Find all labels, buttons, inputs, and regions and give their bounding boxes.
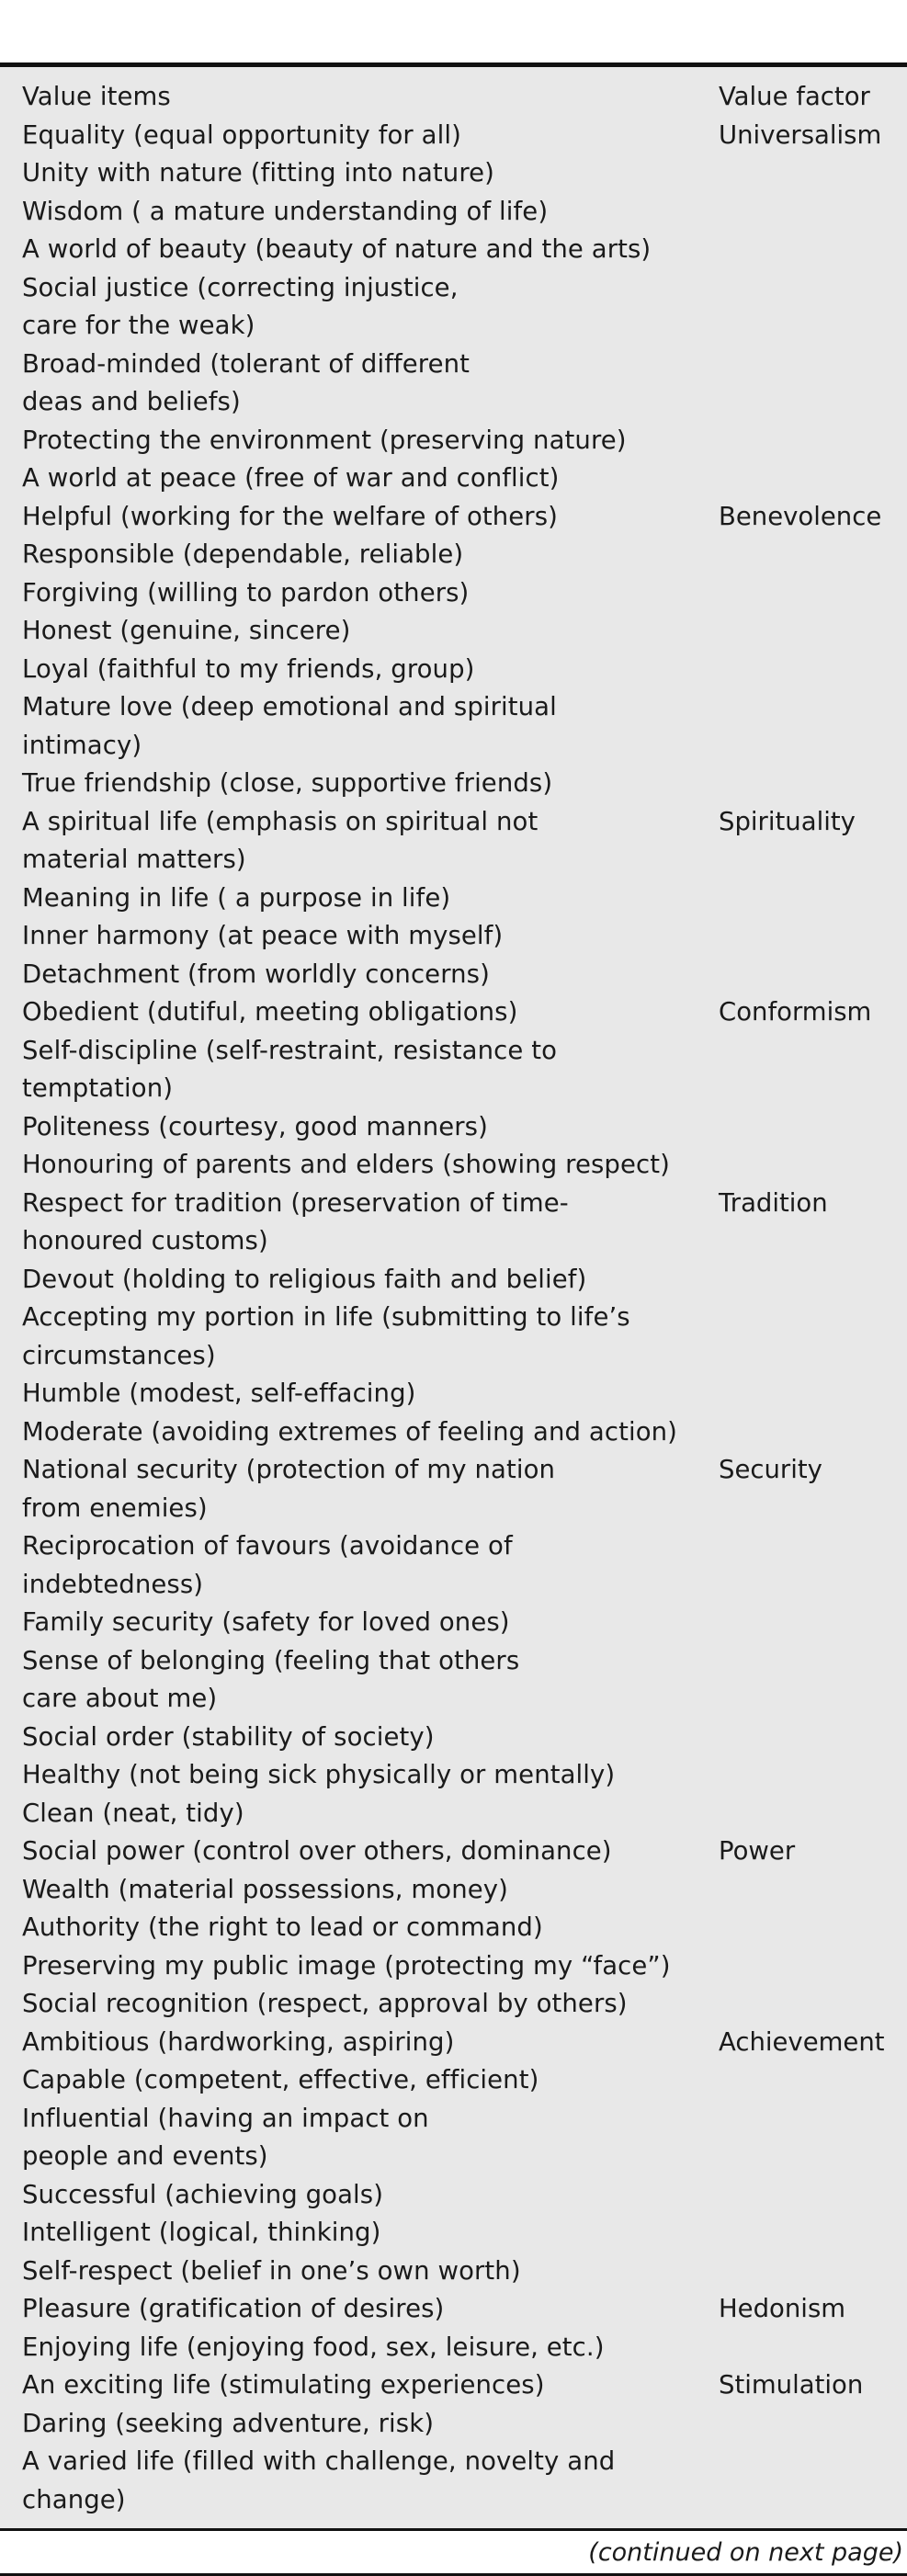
table-row	[0, 765, 907, 803]
table-row	[0, 193, 907, 232]
value-item: Politeness (courtesy, good manners)	[22, 1111, 488, 1141]
value-item: Authority (the right to lead or command)	[22, 1912, 543, 1942]
table-row	[0, 1261, 907, 1299]
value-item: A varied life (filled with challenge, novelty and change)	[22, 2446, 616, 2514]
table-row	[0, 269, 907, 346]
value-item: Social recognition (respect, approval by others)	[22, 1989, 628, 2018]
value-item: Unity with nature (fitting into nature)	[22, 158, 494, 187]
value-item: Daring (seeking adventure, risk)	[22, 2408, 435, 2438]
table-row	[0, 1527, 907, 1604]
values-table	[0, 67, 907, 2528]
table-row	[0, 2024, 907, 2062]
table-row	[0, 1108, 907, 1147]
table-row	[0, 1909, 907, 1947]
value-factor: Hedonism	[719, 2294, 846, 2323]
value-item: Humble (modest, self-effacing)	[22, 1379, 416, 1408]
table-row	[0, 1146, 907, 1185]
value-item: Ambitious (hardworking, aspiring)	[22, 2026, 455, 2057]
value-factor: Benevolence	[719, 501, 882, 531]
table-row	[0, 1833, 907, 1871]
value-item: Reciprocation of favours (avoidance of indebtedness)	[22, 1531, 513, 1599]
value-item: Helpful (working for the welfare of others)	[22, 501, 558, 531]
value-factor: Conformism	[719, 997, 872, 1027]
value-item: Successful (achieving goals)	[22, 2179, 384, 2209]
value-factor: Achievement	[719, 2026, 885, 2057]
value-item: Honest (genuine, sincere)	[22, 616, 351, 645]
table-header-row	[0, 78, 907, 117]
table-row	[0, 1299, 907, 1375]
value-item: Mature love (deep emotional and spiritual intimacy)	[22, 692, 557, 760]
table-row	[0, 803, 907, 879]
value-item: National security (protection of my nation from enemies)	[22, 1455, 556, 1523]
value-item: Forgiving (willing to pardon others)	[22, 577, 470, 607]
value-item: Loyal (faithful to my friends, group)	[22, 653, 475, 684]
table-row	[0, 2290, 907, 2329]
value-factor: Stimulation	[719, 2370, 864, 2400]
table-row	[0, 993, 907, 1032]
table-footer	[0, 2531, 907, 2573]
table-row	[0, 460, 907, 498]
table-row	[0, 2100, 907, 2176]
table-row	[0, 1719, 907, 1757]
table-row	[0, 1947, 907, 1986]
table-row	[0, 2443, 907, 2519]
table-row	[0, 1604, 907, 1642]
header-value-factor: Value factor	[719, 82, 870, 111]
value-item: A world of beauty (beauty of nature and the arts)	[22, 234, 652, 264]
table-row	[0, 1413, 907, 1452]
value-item: Intelligent (logical, thinking)	[22, 2218, 381, 2247]
table-row	[0, 1185, 907, 1261]
table-row	[0, 117, 907, 155]
table-row	[0, 154, 907, 193]
table-row	[0, 612, 907, 651]
table-row	[0, 498, 907, 537]
continued-note: (continued on next page)	[588, 2537, 903, 2567]
value-factor: Power	[719, 1836, 796, 1866]
table-row	[0, 917, 907, 956]
value-item: Clean (neat, tidy)	[22, 1798, 244, 1828]
table-row	[0, 956, 907, 994]
page-top-margin	[0, 0, 907, 62]
value-item: Sense of belonging (feeling that others care about me)	[22, 1645, 520, 1713]
table-row	[0, 346, 907, 422]
value-item: Healthy (not being sick physically or mentally)	[22, 1760, 616, 1789]
header-value-items: Value items	[22, 82, 171, 111]
value-item: Pleasure (gratification of desires)	[22, 2294, 445, 2323]
value-item: Broad-minded (tolerant of different deas and beliefs)	[22, 348, 471, 416]
table-row	[0, 1871, 907, 1910]
table-row	[0, 651, 907, 689]
value-item: Influential (having an impact on people and events)	[22, 2103, 429, 2171]
value-item: Respect for tradition (preservation of time- honoured customs)	[22, 1187, 569, 1255]
value-item: Preserving my public image (protecting my “face”)	[22, 1950, 671, 1980]
table-row	[0, 1451, 907, 1527]
table-row	[0, 574, 907, 613]
value-item: Inner harmony (at peace with myself)	[22, 921, 504, 950]
value-item: Self-discipline (self-restraint, resistance to temptation)	[22, 1035, 558, 1103]
value-item: Social order (stability of society)	[22, 1721, 435, 1752]
table-row	[0, 2176, 907, 2215]
table-row	[0, 422, 907, 460]
value-item: Enjoying life (enjoying food, sex, leisure, etc.)	[22, 2332, 605, 2362]
value-item: Protecting the environment (preserving nature)	[22, 425, 627, 455]
value-item: Moderate (avoiding extremes of feeling and action)	[22, 1416, 677, 1447]
value-item: An exciting life (stimulating experiences)	[22, 2370, 545, 2400]
table-row	[0, 1795, 907, 1833]
value-item: Responsible (dependable, reliable)	[22, 539, 464, 569]
table-row	[0, 688, 907, 765]
value-item: Wisdom ( a mature understanding of life)	[22, 196, 549, 226]
value-item: Honouring of parents and elders (showing respect)	[22, 1150, 670, 1179]
value-item: A world at peace (free of war and conflict)	[22, 463, 560, 493]
value-item: Equality (equal opportunity for all)	[22, 119, 461, 150]
table-row	[0, 536, 907, 574]
table-row	[0, 1032, 907, 1108]
value-item: Meaning in life ( a purpose in life)	[22, 882, 451, 913]
value-factor: Universalism	[719, 119, 882, 150]
value-item: Social justice (correcting injustice, care for the weak)	[22, 272, 459, 340]
value-item: Self-respect (belief in one’s own worth)	[22, 2255, 521, 2286]
value-item: Capable (competent, effective, efficient)	[22, 2065, 539, 2094]
table-row	[0, 231, 907, 269]
value-item: Wealth (material possessions, money)	[22, 1874, 508, 1904]
value-factor: Security	[719, 1455, 822, 1484]
value-item: Accepting my portion in life (submitting to life’s circumstances)	[22, 1302, 630, 1370]
table-row	[0, 2405, 907, 2444]
table-body	[0, 117, 907, 2520]
value-item: Obedient (dutiful, meeting obligations)	[22, 997, 518, 1027]
table-row	[0, 2366, 907, 2405]
value-item: Detachment (from worldly concerns)	[22, 959, 490, 989]
value-item: Social power (control over others, dominance)	[22, 1836, 612, 1866]
table-row	[0, 2329, 907, 2367]
value-factor: Tradition	[719, 1187, 828, 1218]
value-item: Devout (holding to religious faith and belief)	[22, 1264, 587, 1294]
table-row	[0, 1756, 907, 1795]
table-row	[0, 2253, 907, 2291]
value-item: A spiritual life (emphasis on spiritual not material matters)	[22, 806, 539, 874]
table-row	[0, 1642, 907, 1719]
table-row	[0, 2214, 907, 2253]
table-row	[0, 2061, 907, 2100]
table-row	[0, 1985, 907, 2024]
table-row	[0, 879, 907, 918]
value-item: Family security (safety for loved ones)	[22, 1607, 510, 1637]
value-item: True friendship (close, supportive friends)	[22, 768, 553, 798]
table-row	[0, 1375, 907, 1413]
value-factor: Spirituality	[719, 806, 856, 836]
